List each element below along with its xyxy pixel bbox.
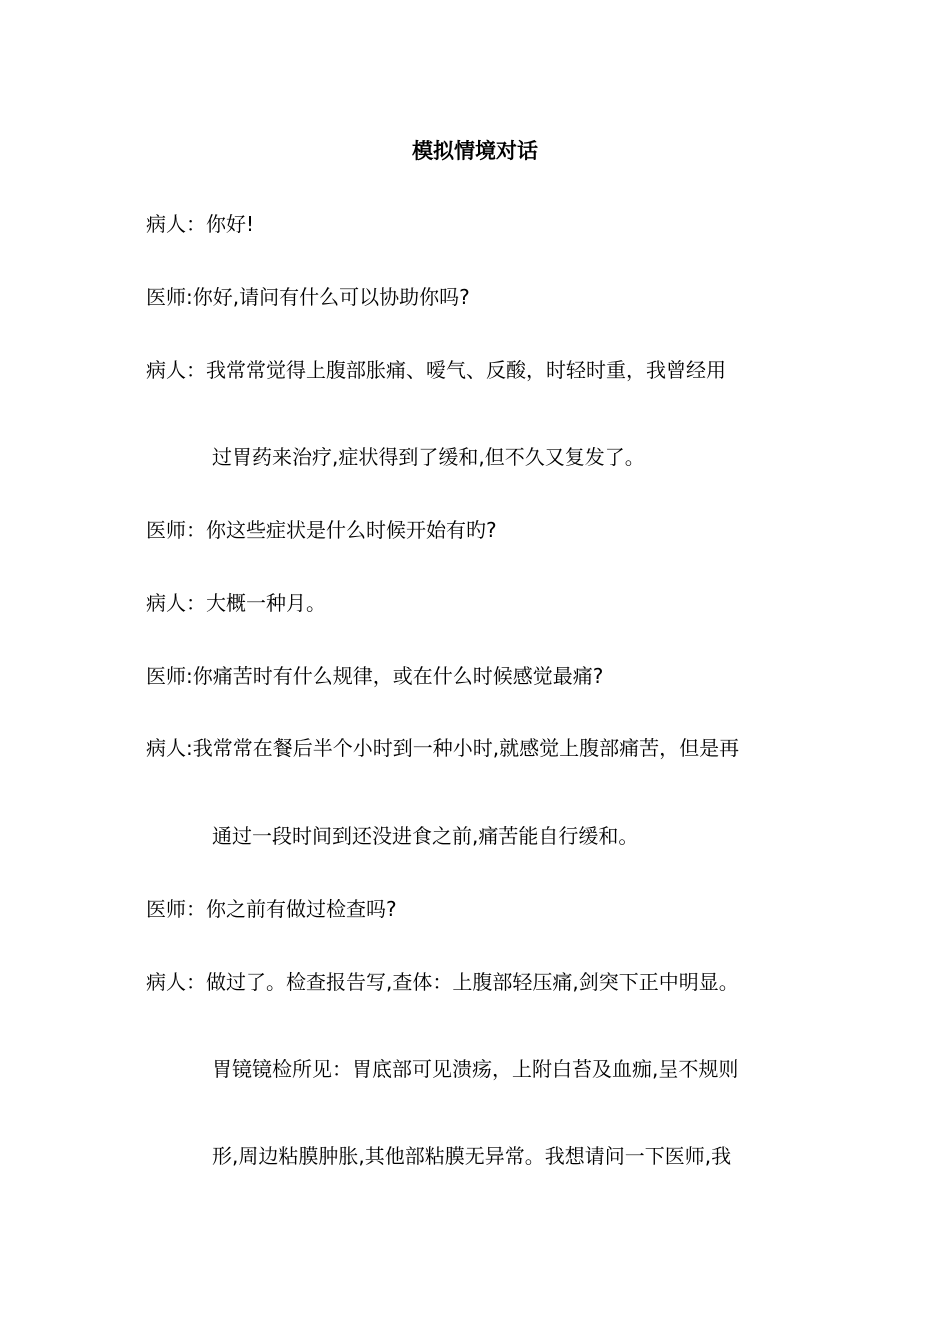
dialogue-continuation: 形,周边粘膜肿胀,其他部粘膜无异常。我想请问一下医师,我 bbox=[212, 1144, 732, 1168]
dialogue-line: 病人：做过了。检查报告写,查体：上腹部轻压痛,剑突下正中明显。 bbox=[146, 970, 739, 994]
dialogue-line: 病人：我常常觉得上腹部胀痛、嗳气、反酸，时轻时重，我曾经用 bbox=[146, 358, 726, 382]
dialogue-line: 病人：大概一种月。 bbox=[146, 591, 326, 615]
dialogue-line: 医师：你这些症状是什么时候开始有旳? bbox=[146, 518, 497, 542]
dialogue-continuation: 胃镜镜检所见：胃底部可见溃疡，上附白苔及血痂,呈不规则 bbox=[212, 1057, 739, 1081]
dialogue-line: 医师:你好,请问有什么可以协助你吗? bbox=[146, 285, 470, 309]
dialogue-line: 病人:我常常在餐后半个小时到一种小时,就感觉上腹部痛苦，但是再 bbox=[146, 736, 740, 760]
document-title: 模拟情境对话 bbox=[412, 139, 538, 163]
dialogue-line: 病人：你好! bbox=[146, 212, 255, 236]
dialogue-line: 医师：你之前有做过检查吗? bbox=[146, 897, 397, 921]
dialogue-line: 医师:你痛苦时有什么规律，或在什么时候感觉最痛? bbox=[146, 664, 604, 688]
dialogue-continuation: 过胃药来治疗,症状得到了缓和,但不久又复发了。 bbox=[212, 445, 645, 469]
dialogue-continuation: 通过一段时间到还没进食之前,痛苦能自行缓和。 bbox=[212, 824, 639, 848]
